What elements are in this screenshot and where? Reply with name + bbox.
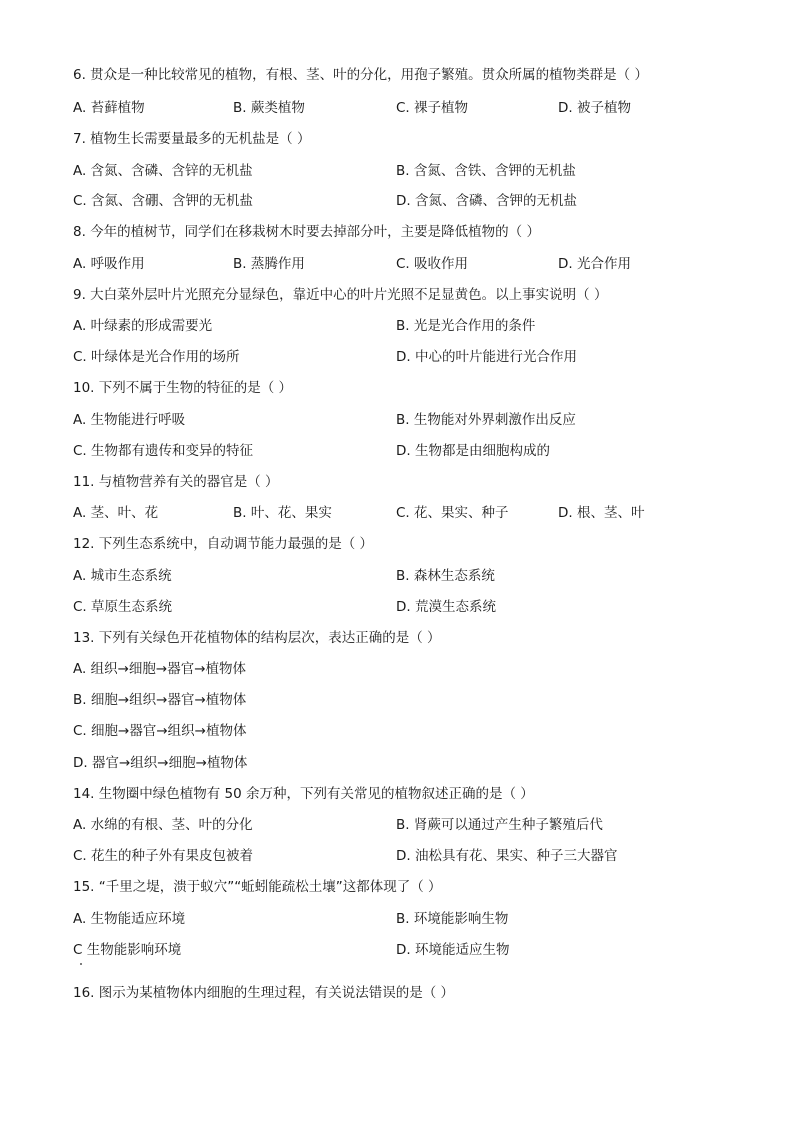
option-a: A. 含氮、含磷、含锌的无机盐 xyxy=(73,163,253,179)
option-b: B. 光是光合作用的条件 xyxy=(396,318,536,334)
question-stem: 8. 今年的植树节，同学们在移栽树木时要去掉部分叶，主要是降低植物的（ ） xyxy=(73,224,540,240)
option-d: D. 根、茎、叶 xyxy=(558,505,645,521)
option-b: B. 肾蕨可以通过产生种子繁殖后代 xyxy=(396,817,603,833)
option-a: A. 茎、叶、花 xyxy=(73,505,159,521)
option-d: D. 光合作用 xyxy=(558,256,631,272)
option-d: D. 荒漠生态系统 xyxy=(396,599,496,615)
option-b: B. 环境能影响生物 xyxy=(396,911,509,927)
option-d: D. 环境能适应生物 xyxy=(396,942,510,958)
option-c: C. 细胞→器官→组织→植物体 xyxy=(73,723,247,739)
question-stem: 10. 下列不属于生物的特征的是（ ） xyxy=(73,380,293,396)
option-c: C. 花生的种子外有果皮包被着 xyxy=(73,848,254,864)
option-a: A. 生物能适应环境 xyxy=(73,911,186,927)
option-c: C. 吸收作用 xyxy=(396,256,469,272)
option-b: B. 含氮、含铁、含钾的无机盐 xyxy=(396,163,576,179)
option-d: D. 含氮、含磷、含钾的无机盐 xyxy=(396,193,577,209)
question-stem: 7. 植物生长需要量最多的无机盐是（ ） xyxy=(73,131,311,147)
question-stem: 12. 下列生态系统中，自动调节能力最强的是（ ） xyxy=(73,536,374,552)
option-d: D. 油松具有花、果实、种子三大器官 xyxy=(396,848,618,864)
option-a: A. 组织→细胞→器官→植物体 xyxy=(73,661,247,677)
option-c: C. 花、果实、种子 xyxy=(396,505,509,521)
question-stem: 16. 图示为某植物体内细胞的生理过程，有关说法错误的是（ ） xyxy=(73,985,455,1001)
option-b: B. 细胞→组织→器官→植物体 xyxy=(73,692,247,708)
option-c: C. 生物都有遗传和变异的特征 xyxy=(73,443,254,459)
option-c: C 生物能影响环境 xyxy=(73,942,182,958)
option-d: D. 中心的叶片能进行光合作用 xyxy=(396,349,577,365)
option-c: C. 含氮、含硼、含钾的无机盐 xyxy=(73,193,254,209)
option-d: D. 器官→组织→细胞→植物体 xyxy=(73,755,248,771)
question-stem: 15. “千里之堤，溃于蚁穴”“蚯蚓能疏松土壤”这都体现了（ ） xyxy=(73,879,442,895)
option-b: B. 生物能对外界刺激作出反应 xyxy=(396,412,576,428)
question-stem: 14. 生物圈中绿色植物有 50 余万种，下列有关常见的植物叙述正确的是（ ） xyxy=(73,786,534,802)
option-a: A. 苔藓植物 xyxy=(73,100,145,116)
option-a: A. 水绵的有根、茎、叶的分化 xyxy=(73,817,253,833)
option-b: B. 蒸腾作用 xyxy=(233,256,305,272)
option-d: D. 生物都是由细胞构成的 xyxy=(396,443,550,459)
option-a: A. 生物能进行呼吸 xyxy=(73,412,186,428)
option-a: A. 城市生态系统 xyxy=(73,568,172,584)
question-stem: 11. 与植物营养有关的器官是（ ） xyxy=(73,474,279,490)
option-b: B. 森林生态系统 xyxy=(396,568,495,584)
option-d: D. 被子植物 xyxy=(558,100,631,116)
question-stem: 6. 贯众是一种比较常见的植物，有根、茎、叶的分化，用孢子繁殖。贯众所属的植物类群是（ ） xyxy=(73,67,648,83)
option-a: A. 呼吸作用 xyxy=(73,256,145,272)
option-b: B. 叶、花、果实 xyxy=(233,505,332,521)
option-a: A. 叶绿素的形成需要光 xyxy=(73,318,213,334)
option-b: B. 蕨类植物 xyxy=(233,100,305,116)
question-stem: 9. 大白菜外层叶片光照充分显绿色，靠近中心的叶片光照不足显黄色。以上事实说明（ ） xyxy=(73,287,608,303)
option-c: C. 草原生态系统 xyxy=(73,599,173,615)
option-c: C. 叶绿体是光合作用的场所 xyxy=(73,349,240,365)
question-stem: 13. 下列有关绿色开花植物体的结构层次，表达正确的是（ ） xyxy=(73,630,441,646)
stray-mark xyxy=(80,963,82,965)
option-c: C. 裸子植物 xyxy=(396,100,469,116)
